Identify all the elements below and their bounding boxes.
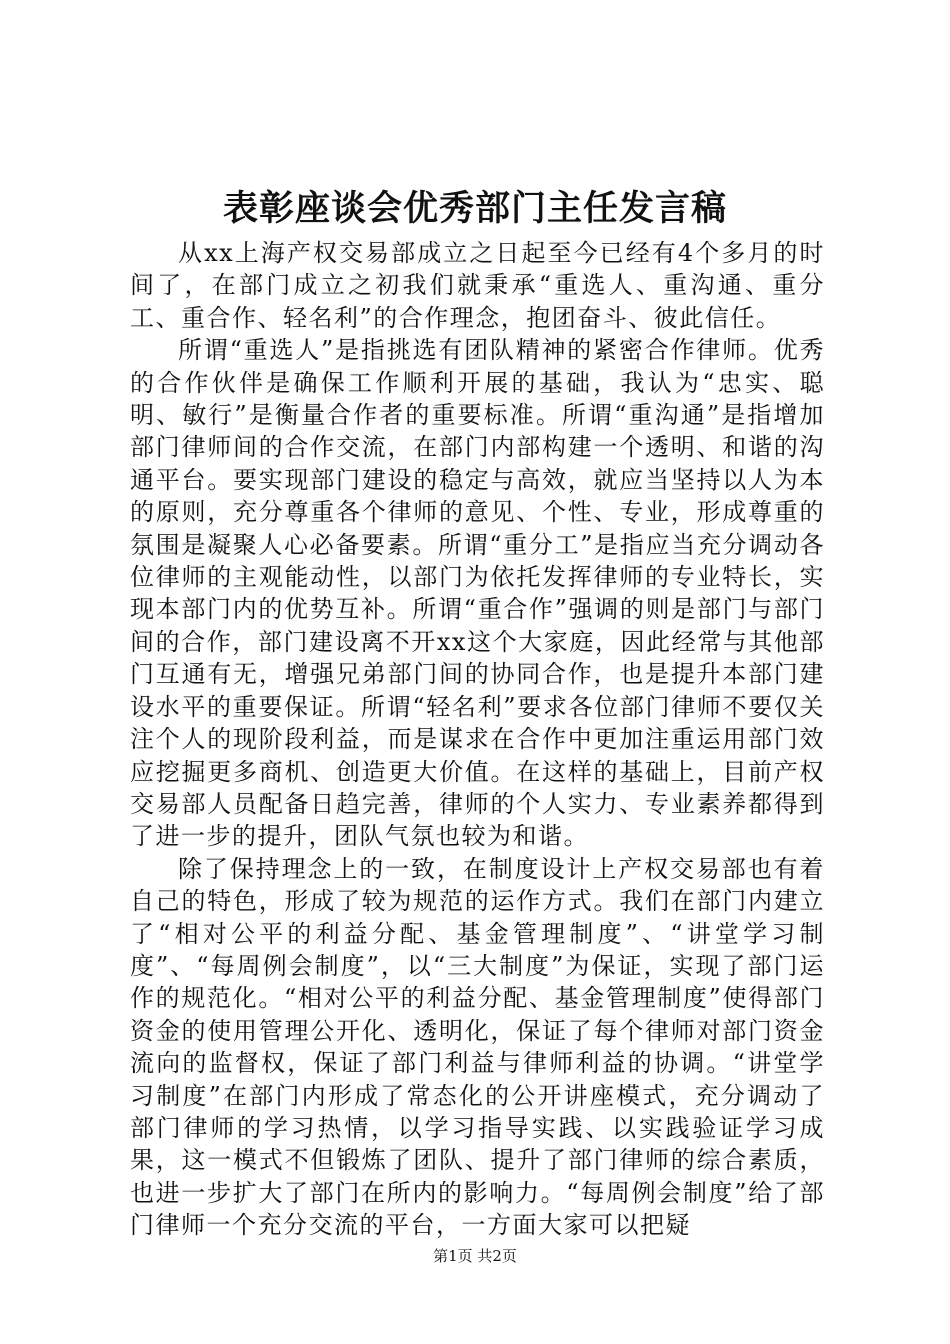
paragraph-3: 除了保持理念上的一致，在制度设计上产权交易部也有着自己的特色，形成了较为规范的运作方式。我们在部门内建立了“相对公平的利益分配、基金管理制度”、“讲堂学习制度”、“每周例会制度”，以“三大制度”为保证，实现了部门运作的规范化。“相对公平的利益分配、基金管理制度”使得部门资金的使用管理公开化、透明化，保证了每个律师对部门资金流向的监督权，保证了部门利益与律师利益的协调。“讲堂学习制度”在部门内形成了常态化的公开讲座模式，充分调动了部门律师的学习热情，以学习指导实践、以实践验证学习成果，这一模式不但锻炼了团队、提升了部门律师的综合素质，也进一步扩大了部门在所内的影响力。“每周例会制度”给了部门律师一个充分交流的平台，一方面大家可以把疑 [130,854,825,1240]
paragraph-2: 所谓“重选人”是指挑选有团队精神的紧密合作律师。优秀的合作伙伴是确保工作顺利开展的基础，我认为“忠实、聪明、敏行”是衡量合作者的重要标准。所谓“重沟通”是指增加部门律师间的合作交流，在部门内部构建一个透明、和谐的沟通平台。要实现部门建设的稳定与高效，就应当坚持以人为本的原则，充分尊重各个律师的意见、个性、专业，形成尊重的氛围是凝聚人心必备要素。所谓“重分工”是指应当充分调动各位律师的主观能动性，以部门为依托发挥律师的专业特长，实现本部门内的优势互补。所谓“重合作”强调的则是部门与部门间的合作，部门建设离不开xx这个大家庭，因此经常与其他部门互通有无，增强兄弟部门间的协同合作，也是提升本部门建设水平的重要保证。所谓“轻名利”要求各位部门律师不要仅关注个人的现阶段利益，而是谋求在合作中更加注重运用部门效应挖掘更多商机、创造更大价值。在这样的基础上，目前产权交易部人员配备日趋完善，律师的个人实力、专业素养都得到了进一步的提升，团队气氛也较为和谐。 [130,336,825,851]
document-title: 表彰座谈会优秀部门主任发言稿 [222,188,727,229]
paragraph-1: 从xx上海产权交易部成立之日起至今已经有4个多月的时间了，在部门成立之初我们就秉承“重选人、重沟通、重分工、重合作、轻名利”的合作理念，抱团奋斗、彼此信任。 [130,239,825,332]
page-number-footer: 第1页 共2页 [433,1247,517,1265]
document-body [130,237,825,1242]
